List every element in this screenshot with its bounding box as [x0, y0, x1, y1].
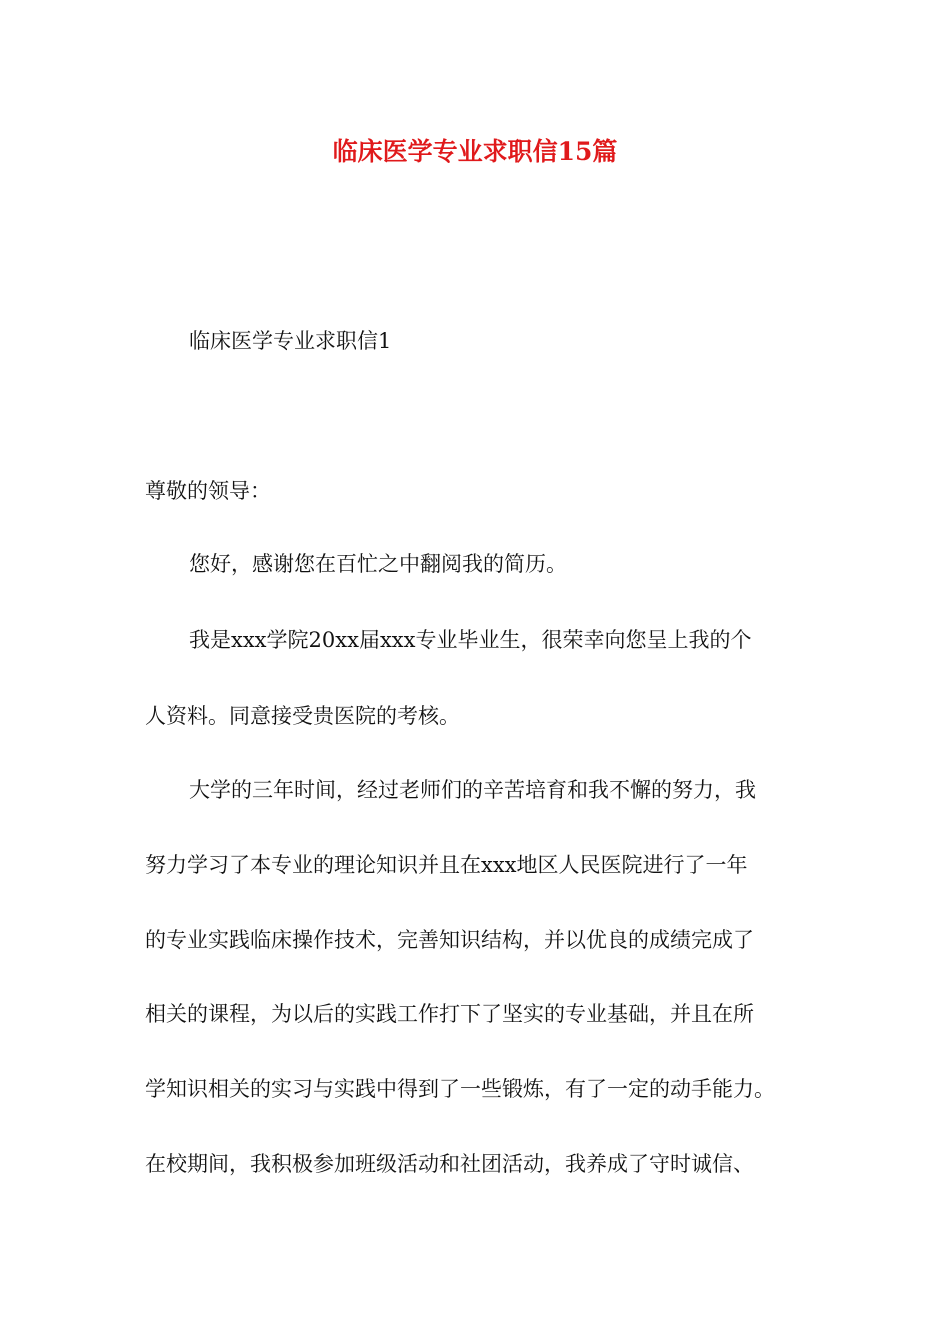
paragraph-line: 在校期间，我积极参加班级活动和社团活动，我养成了守时诚信、	[145, 1152, 754, 1176]
paragraph-line: 人资料。同意接受贵医院的考核。	[145, 704, 460, 728]
document-title: 临床医学专业求职信15篇	[332, 137, 618, 166]
salutation: 尊敬的领导：	[145, 479, 271, 503]
paragraph-line: 我是xxx学院20xx届xxx专业毕业生，很荣幸向您呈上我的个	[189, 628, 752, 652]
paragraph-line: 的专业实践临床操作技术，完善知识结构，并以优良的成绩完成了	[145, 928, 754, 952]
section-heading: 临床医学专业求职信1	[189, 329, 392, 353]
paragraph-line: 大学的三年时间，经过老师们的辛苦培育和我不懈的努力，我	[189, 778, 756, 802]
paragraph-line: 相关的课程，为以后的实践工作打下了坚实的专业基础，并且在所	[145, 1002, 754, 1026]
paragraph-line: 您好，感谢您在百忙之中翻阅我的简历。	[189, 552, 567, 576]
paragraph-line: 努力学习了本专业的理论知识并且在xxx地区人民医院进行了一年	[145, 853, 748, 877]
paragraph-line: 学知识相关的实习与实践中得到了一些锻炼，有了一定的动手能力。	[145, 1077, 775, 1101]
